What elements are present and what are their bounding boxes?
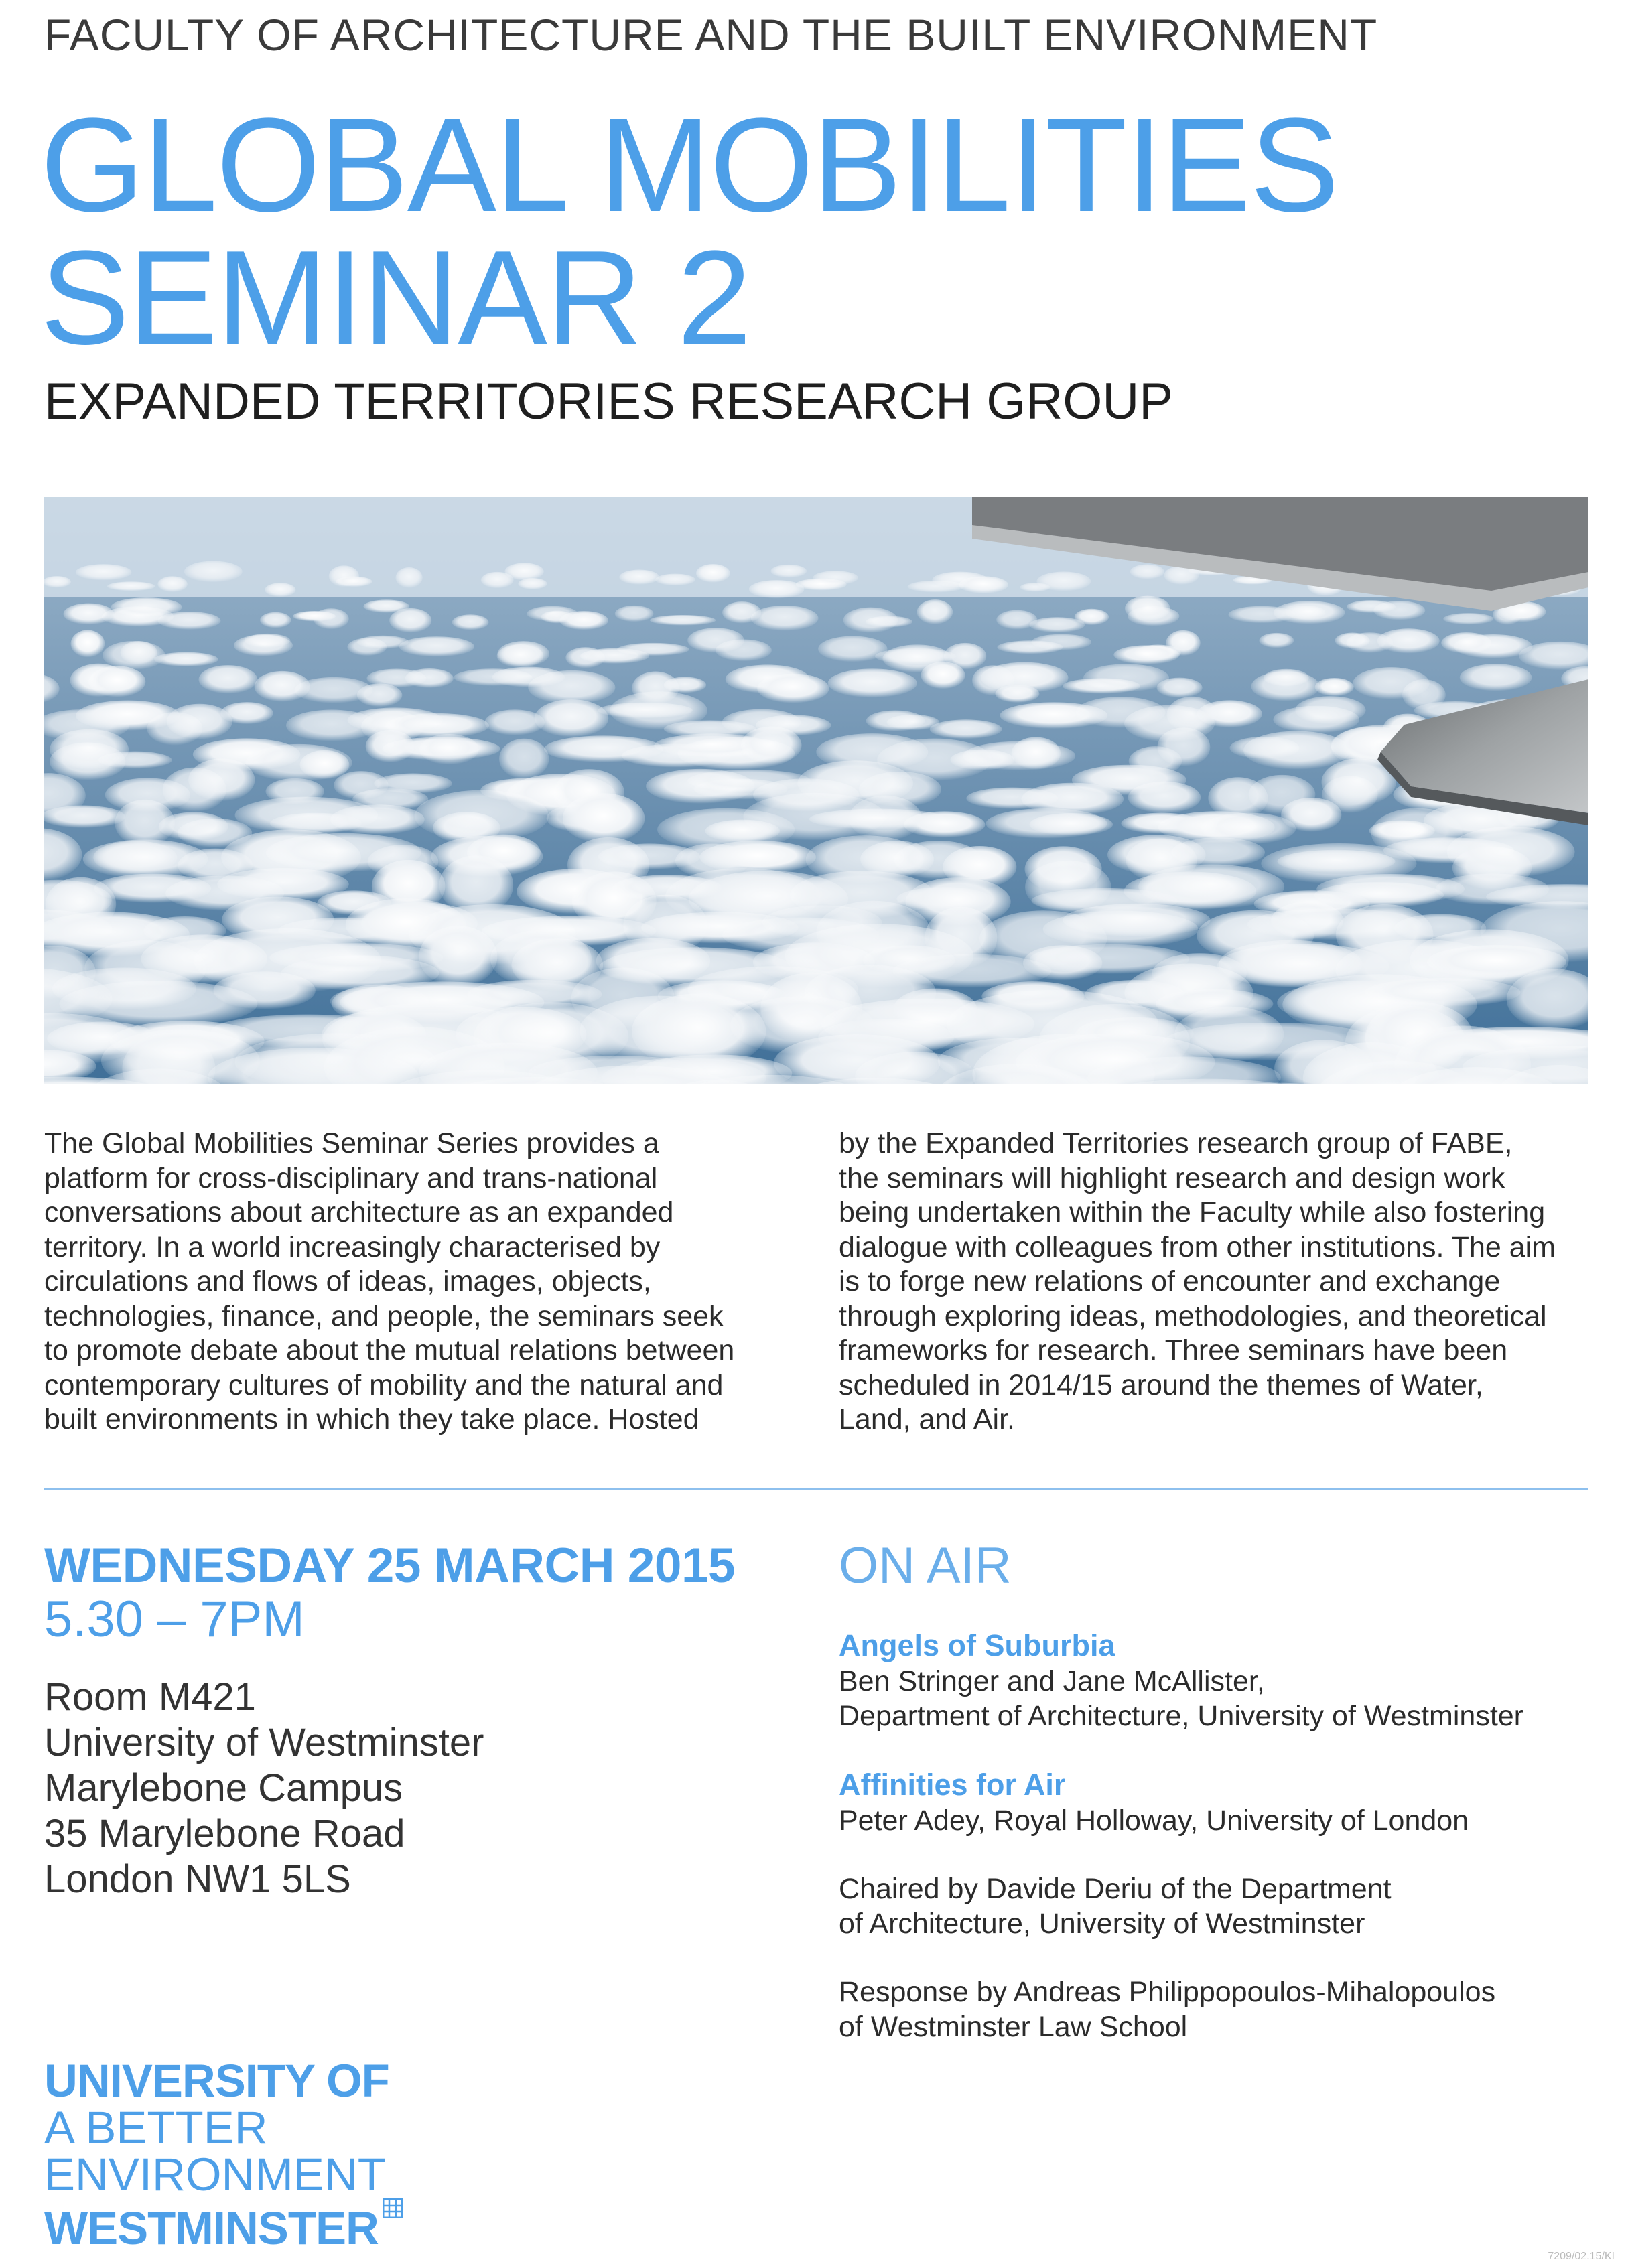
cloud-puff [199, 665, 257, 693]
programme-list [839, 1628, 1589, 2078]
talk-speakers: Peter Adey, Royal Holloway, University of London [839, 1804, 1469, 1837]
cloud-puff [1274, 601, 1345, 624]
talk-title: Angels of Suburbia [839, 1628, 1115, 1662]
cloud-puff [528, 670, 615, 704]
cloud-puff [598, 703, 693, 719]
talk-angels-of-suburbia [839, 1628, 1589, 1733]
cloud-puff [563, 793, 645, 843]
venue-line: 35 Marylebone Road [44, 1812, 405, 1855]
cloud-puff [741, 727, 801, 764]
response-line: of Westminster Law School [839, 2011, 1188, 2043]
cloud-puff [921, 662, 965, 689]
cloud-puff [1377, 628, 1440, 653]
cloud-puff [220, 702, 273, 724]
venue-line: Room M421 [44, 1675, 256, 1719]
cloud-puff [1315, 678, 1354, 696]
cloud-puff [347, 638, 387, 656]
cloud-puff [559, 611, 608, 630]
venue-line: London NW1 5LS [44, 1857, 351, 1901]
cloud-puff [330, 804, 425, 834]
intro-text-line: being undertaken within the Faculty while also fostering [839, 1196, 1546, 1228]
cloud-puff [154, 652, 218, 667]
seminar-title-line1: GLOBAL MOBILITIES [40, 90, 1338, 240]
cloud-puff [664, 677, 706, 693]
intro-text-line: Land, and Air. [839, 1403, 1015, 1435]
cloud-puff [158, 612, 221, 630]
cloud-puff [71, 630, 105, 658]
chair-line: Chaired by Davide Deriu of the Department [839, 1873, 1392, 1905]
cloud-puff [214, 971, 316, 1009]
print-reference-code: 7209/02.15/KI [1548, 2251, 1615, 2262]
cloud-puff [1130, 564, 1164, 579]
talk-speakers: Ben Stringer and Jane McAllister, [839, 1665, 1265, 1697]
cloud-puff [300, 750, 350, 779]
cloud-puff [260, 612, 291, 628]
intro-text-line: built environments in which they take place. Hosted [44, 1403, 699, 1435]
cloud-puff [98, 752, 172, 769]
intro-text-line: contemporary cultures of mobility and the natural and [44, 1368, 724, 1401]
cloud-puff [1128, 782, 1201, 814]
event-date: WEDNESDAY 25 MARCH 2015 [44, 1539, 736, 1593]
cloud-puff [828, 668, 917, 697]
intro-text-line: platform for cross-disciplinary and trans-national [44, 1161, 658, 1194]
cloud-puff [1365, 978, 1521, 1007]
cloud-puff [157, 576, 188, 592]
venue-line: University of Westminster [44, 1721, 484, 1764]
faculty-heading: FACULTY OF ARCHITECTURE AND THE BUILT ENVIRONMENT [44, 10, 1378, 60]
cloud-puff [696, 564, 730, 583]
talk-affiliation: Department of Architecture, University of Westminster [839, 1700, 1524, 1732]
cloud-puff [1314, 882, 1444, 908]
cloud-puff [1012, 737, 1061, 769]
cloud-puff [1273, 706, 1359, 733]
cloud-puff [293, 611, 336, 622]
cloud-puff [497, 644, 544, 668]
cloud-puff [1373, 601, 1425, 620]
cloud-puff [904, 811, 985, 837]
cloud-puff [1083, 664, 1169, 691]
intro-text-line: through exploring ideas, methodologies, and theoretical [839, 1299, 1547, 1332]
cloud-puff [405, 668, 454, 688]
cloud-puff [234, 634, 293, 656]
cloud-puff [419, 734, 479, 764]
chair-info [839, 1871, 1589, 1941]
cloud-puff [419, 926, 497, 987]
cloud-puff [269, 943, 443, 972]
cloud-puff [617, 643, 689, 656]
cloud-puff [843, 608, 898, 633]
talk-affinities-for-air [839, 1767, 1589, 1838]
cloud-puff [374, 774, 452, 794]
cloud-puff [716, 639, 772, 661]
cloud-puff [399, 636, 474, 656]
cloud-puff [1036, 571, 1091, 591]
cloud-puff [757, 674, 829, 703]
westminster-portcullis-icon [383, 2198, 403, 2218]
university-logo [44, 2055, 403, 2254]
cloud-puff [1197, 700, 1262, 727]
venue-line: Marylebone Campus [44, 1766, 403, 1810]
event-time: 5.30 – 7PM [44, 1591, 305, 1648]
cloud-puff [76, 564, 131, 580]
seminar-title [40, 90, 1338, 372]
intro-column-right [839, 1127, 1562, 1437]
sky-clouds-photo [44, 497, 1588, 1084]
intro-text-line: territory. In a world increasingly characterised by [44, 1230, 661, 1263]
cloud-puff [771, 565, 807, 578]
cloud-puff [504, 563, 543, 580]
logo-line: UNIVERSITY OF [44, 2055, 389, 2107]
logo-wordmark: WESTMINSTER [44, 2202, 379, 2254]
intro-text-line: the seminars will highlight research and design work [839, 1161, 1505, 1194]
cloud-puff [1443, 613, 1493, 624]
cloud-puff [981, 662, 1069, 693]
cloud-puff [452, 614, 489, 630]
cloud-puff [1171, 837, 1265, 867]
cloud-puff [1281, 798, 1341, 832]
intro-column-left [44, 1127, 768, 1437]
cloud-puff [89, 666, 146, 697]
cloud-puff [184, 561, 243, 583]
cloud-puff [336, 577, 372, 587]
intro-text-line: is to forge new relations of encounter and exchange [839, 1265, 1501, 1297]
cloud-puff [1259, 633, 1294, 648]
cloud-puff [1063, 904, 1210, 937]
intro-text-line: scheduled in 2014/15 around the themes of Water, [839, 1368, 1483, 1401]
intro-text-line: technologies, finance, and people, the seminars seek [44, 1299, 724, 1332]
cloud-puff [499, 739, 549, 779]
cloud-puff [44, 806, 125, 828]
aerial-clouds-image [44, 497, 1588, 1084]
cloud-puff [1075, 609, 1109, 625]
intro-text-line: dialogue with colleagues from other institutions. The aim [839, 1230, 1556, 1263]
cloud-puff [655, 574, 695, 586]
cloud-puff [813, 571, 858, 585]
logo-line: A BETTER [44, 2102, 268, 2153]
cloud-puff [535, 699, 608, 737]
cloud-puff [1166, 630, 1200, 656]
cloud-puff [107, 581, 155, 591]
cloud-puff [1030, 813, 1113, 835]
cloud-puff [749, 580, 804, 598]
cloud-puff [188, 758, 255, 801]
cloud-puff [930, 719, 1002, 739]
response-info [839, 1975, 1589, 2044]
cloud-puff [908, 581, 964, 593]
response-line: Response by Andreas Philippopoulos-Mihalopoulos [839, 1976, 1496, 2008]
cloud-puff [1447, 827, 1575, 877]
intro-text-line: frameworks for research. Three seminars have been [839, 1334, 1508, 1366]
chair-line: of Architecture, University of Westminster [839, 1908, 1365, 1940]
intro-text-line: conversations about architecture as an expanded [44, 1196, 674, 1228]
cloud-puff [389, 608, 431, 633]
cloud-puff [121, 641, 157, 664]
cloud-puff [415, 790, 549, 841]
cloud-puff [917, 599, 953, 624]
cloud-puff [1125, 596, 1170, 621]
cloud-puff [1031, 634, 1091, 650]
cloud-puff [395, 567, 422, 588]
cloud-puff [1264, 669, 1309, 687]
intro-text-line: to promote debate about the mutual relations between [44, 1334, 735, 1366]
research-group-subtitle: EXPANDED TERRITORIES RESEARCH GROUP [44, 373, 1173, 430]
cloud-puff [959, 576, 1008, 593]
logo-line [44, 2198, 403, 2252]
seminar-theme: ON AIR [839, 1537, 1012, 1594]
cloud-puff [1157, 678, 1203, 698]
cloud-puff [619, 569, 659, 584]
cloud-puff [1157, 727, 1210, 766]
cloud-puff [1441, 632, 1491, 654]
intro-text-line: by the Expanded Territories research group of FABE, [839, 1127, 1513, 1159]
section-divider [44, 1488, 1588, 1490]
seminar-title-line2: SEMINAR 2 [40, 223, 751, 372]
cloud-puff [1278, 850, 1396, 873]
logo-line: ENVIRONMENT [44, 2149, 386, 2200]
event-venue [44, 1675, 484, 1902]
talk-title: Affinities for Air [839, 1768, 1066, 1802]
intro-text-line: The Global Mobilities Seminar Series provides a [44, 1127, 659, 1159]
cloud-puff [1460, 664, 1532, 691]
cloud-puff [751, 606, 819, 631]
intro-text-line: circulations and flows of ideas, images, objects, [44, 1265, 651, 1297]
cloud-puff [265, 583, 295, 597]
cloud-puff [615, 606, 654, 622]
cloud-puff [650, 615, 716, 626]
